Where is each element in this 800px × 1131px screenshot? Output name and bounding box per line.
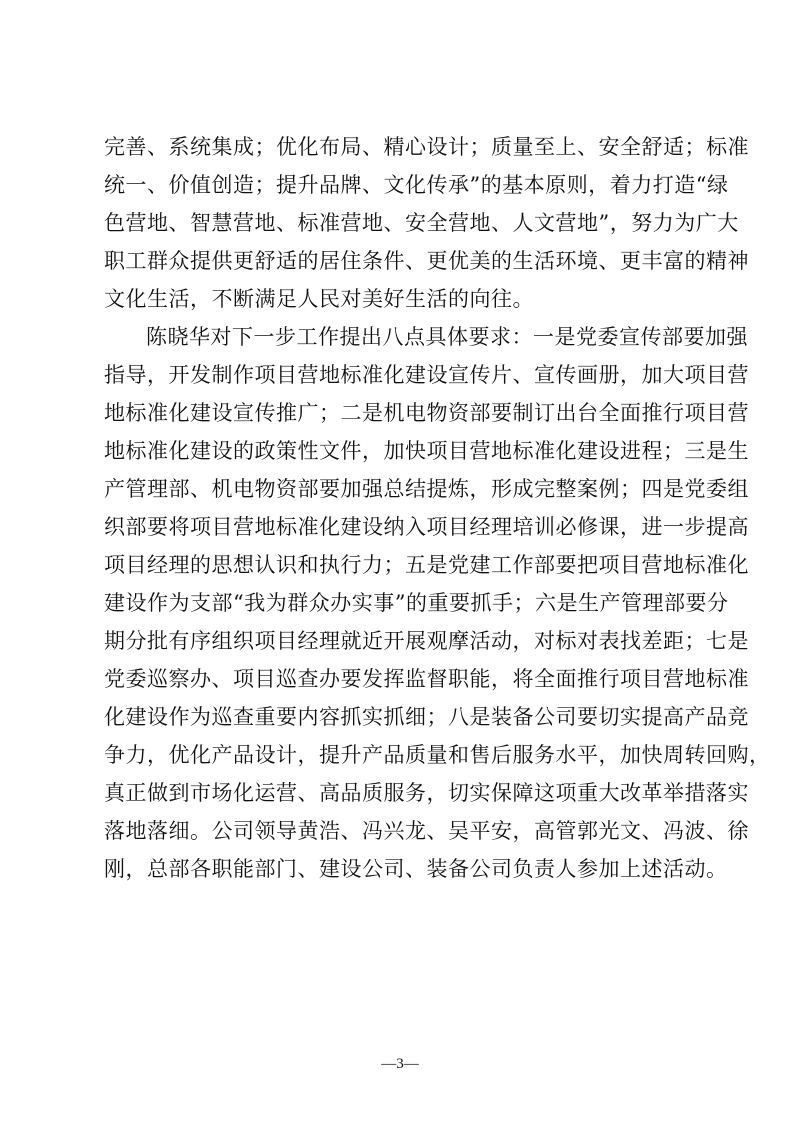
paragraph-line: 建设作为支部“我为群众办实事”的重要抓手；六是生产管理部要分 — [104, 591, 729, 615]
paragraph-line: 织部要将项目营地标准化建设纳入项目经理培训必修课，进一步提高 — [104, 515, 749, 539]
paragraph-line: 陈晓华对下一步工作提出八点具体要求：一是党委宣传部要加强 — [146, 325, 748, 349]
paragraph-line: 指导，开发制作项目营地标准化建设宣传片、宣传画册，加大项目营 — [104, 363, 749, 387]
paragraph-line: 完善、系统集成；优化布局、精心设计；质量至上、安全舒适；标准 — [104, 135, 749, 159]
paragraph-line: 争力，优化产品设计，提升产品质量和售后服务水平，加快周转回购， — [104, 743, 771, 767]
paragraph-line: 党委巡察办、项目巡查办要发挥监督职能，将全面推行项目营地标准 — [104, 667, 749, 691]
paragraph-line: 化建设作为巡查重要内容抓实抓细；八是装备公司要切实提高产品竞 — [104, 705, 749, 729]
paragraph-line: 项目经理的思想认识和执行力；五是党建工作部要把项目营地标准化 — [104, 553, 749, 577]
paragraph-line: 统一、价值创造；提升品牌、文化传承”的基本原则，着力打造“绿 — [104, 173, 729, 197]
paragraph-line: 刚，总部各职能部门、建设公司、装备公司负责人参加上述活动。 — [104, 857, 728, 881]
paragraph-line: 地标准化建设的政策性文件，加快项目营地标准化建设进程；三是生 — [104, 439, 749, 463]
paragraph-line: 期分批有序组织项目经理就近开展观摩活动，对标对表找差距；七是 — [104, 629, 749, 653]
paragraph-line: 色营地、智慧营地、标准营地、安全营地、人文营地”，努力为广大 — [104, 211, 739, 235]
paragraph-line: 落地落细。公司领导黄浩、冯兴龙、吴平安，高管郭光文、冯波、徐 — [104, 819, 749, 843]
paragraph-line: 地标准化建设宣传推广；二是机电物资部要制订出台全面推行项目营 — [104, 401, 749, 425]
page-number: —3— — [381, 1056, 419, 1072]
paragraph-line: 职工群众提供更舒适的居住条件、更优美的生活环境、更丰富的精神 — [104, 249, 749, 273]
paragraph-line: 文化生活，不断满足人民对美好生活的向往。 — [104, 287, 534, 311]
paragraph-line: 真正做到市场化运营、高品质服务，切实保障这项重大改革举措落实 — [104, 781, 749, 805]
paragraph-line: 产管理部、机电物资部要加强总结提炼，形成完整案例；四是党委组 — [104, 477, 749, 501]
